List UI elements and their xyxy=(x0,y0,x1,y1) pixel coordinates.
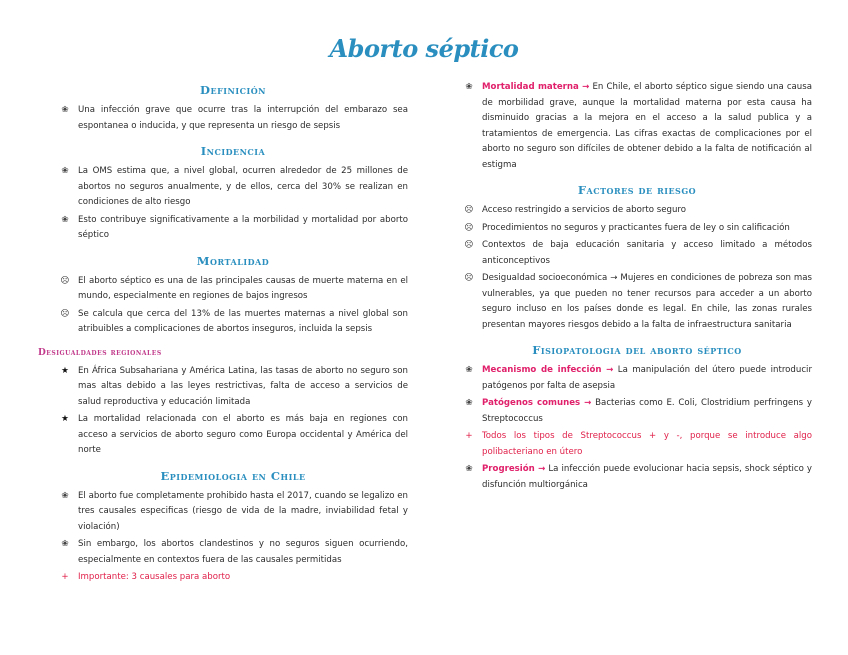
list-item: ☹ Contextos de baja educación sanitaria y acceso limitado a métodos anticonceptivos xyxy=(462,238,812,269)
section-heading-chile: Epidemiologia en Chile xyxy=(160,468,306,483)
note-item: + Importante: 3 causales para aborto xyxy=(58,570,408,586)
flower-bullet-icon: ❀ xyxy=(465,464,473,474)
left-column xyxy=(38,80,408,588)
flower-bullet-icon: ❀ xyxy=(465,398,473,408)
flower-bullet-icon: ❀ xyxy=(61,105,69,115)
sad-face-bullet-icon: ☹ xyxy=(464,240,474,250)
highlight-label: Mecanismo de infección → xyxy=(482,365,614,375)
list-item: ☹ Desigualdad socioeconómica → Mujeres en condiciones de pobreza son mas vulnerables, ya que pueden no tener recursos para acceder a un aborto seguro incluso en los países donde es legal. En chile, las zonas rurales presentan mayores riesgos debido a la falta de infraestructura sanitaria xyxy=(462,271,812,333)
list-item: ☹ Procedimientos no seguros y practicantes fuera de ley o sin calificación xyxy=(462,221,812,237)
sad-face-bullet-icon: ☹ xyxy=(464,205,474,215)
right-column xyxy=(462,80,812,495)
flower-bullet-icon: ❀ xyxy=(61,539,69,549)
list-item: ★ La mortalidad relacionada con el aborto es más baja en regiones con acceso a servicios de aborto seguro como Europa occidental y América del norte xyxy=(58,412,408,459)
plus-bullet-icon: + xyxy=(465,431,473,441)
list-item: ☹ Acceso restringido a servicios de aborto seguro xyxy=(462,203,812,219)
flower-bullet-icon: ❀ xyxy=(465,82,473,92)
list-item: ❀ Mortalidad materna → En Chile, el aborto séptico sigue siendo una causa de morbilidad grave, aunque la mortalidad materna por esta causa ha disminuido gracias a la mejora en el acceso a la salud publica y a tratamientos de emergencia. Las cifras exactas de complicaciones por el aborto no seguro son difíciles de obtener debido a la falta de notificación al estigma xyxy=(462,80,812,173)
list-item: ❀ Una infección grave que ocurre tras la interrupción del embarazo sea espontanea o inducida, y que representa un riesgo de sepsis xyxy=(58,103,408,134)
flower-bullet-icon: ❀ xyxy=(465,365,473,375)
section-heading-incidencia: Incidencia xyxy=(200,144,266,158)
sad-face-bullet-icon: ☹ xyxy=(60,275,70,286)
star-bullet-icon: ★ xyxy=(61,414,69,424)
flower-bullet-icon: ❀ xyxy=(61,214,69,225)
sad-face-bullet-icon: ☹ xyxy=(60,308,70,319)
sad-face-bullet-icon: ☹ xyxy=(464,222,474,233)
list-item: ❀ Mecanismo de infección → La manipulación del útero puede introducir patógenos por falta de asepsia xyxy=(462,363,812,394)
list-item: ★ En África Subsahariana y América Latina, las tasas de aborto no seguro son mas altas debido a las leyes restrictivas, falta de acceso a servicios de salud reproductiva y educación limitada xyxy=(58,364,408,411)
note-item: + Todos los tipos de Streptococcus + y -, porque se introduce algo polibacteriano en útero xyxy=(462,429,812,460)
section-heading-fisiopatologia: Fisiopatologia del aborto séptico xyxy=(532,343,742,357)
list-item: ❀ El aborto fue completamente prohibido hasta el 2017, cuando se legalizo en tres causales especificas (riesgo de vida de la madre, inviabilidad fetal y violación) xyxy=(58,489,408,536)
list-item: ☹ Se calcula que cerca del 13% de las muertes maternas a nivel global son atribuibles a complicaciones de abortos inseguros, incluida la sepsis xyxy=(58,307,408,338)
list-item: ❀ La OMS estima que, a nivel global, ocurren alrededor de 25 millones de abortos no seguros anualmente, y de ellos, cerca del 30% se realizan en condiciones de alto riesgo xyxy=(58,164,408,211)
sad-face-bullet-icon: ☹ xyxy=(464,273,474,283)
section-heading-mortalidad: Mortalidad xyxy=(196,253,270,268)
list-item: ❀ Sin embargo, los abortos clandestinos y no seguros siguen ocurriendo, especialmente en contextos fuera de las causales permitidas xyxy=(58,537,408,568)
highlight-label: Mortalidad materna → xyxy=(482,82,590,92)
list-item: ❀ Esto contribuye significativamente a la morbilidad y mortalidad por aborto séptico xyxy=(58,213,408,244)
section-heading-definicion: Definición xyxy=(200,83,266,97)
highlight-label: Progresión → xyxy=(482,464,546,474)
highlight-label: Patógenos comunes → xyxy=(482,398,592,408)
list-item: ❀ Progresión → La infección puede evolucionar hacia sepsis, shock séptico y disfunción multiorgánica xyxy=(462,462,812,493)
list-item: ☹ El aborto séptico es una de las principales causas de muerte materna en el mundo, especialmente en regiones de bajos ingresos xyxy=(58,274,408,305)
plus-bullet-icon: + xyxy=(61,572,69,582)
flower-bullet-icon: ❀ xyxy=(61,166,69,176)
list-item: ❀ Patógenos comunes → Bacterias como E. Coli, Clostridium perfringens y Streptococcus xyxy=(462,396,812,427)
section-heading-factores: Factores de riesgo xyxy=(577,183,697,197)
section-heading-desigualdades: Desigualdades regionales xyxy=(38,347,162,358)
flower-bullet-icon: ❀ xyxy=(61,490,69,501)
star-bullet-icon: ★ xyxy=(61,365,69,376)
page-title: Aborto séptico xyxy=(329,34,519,63)
